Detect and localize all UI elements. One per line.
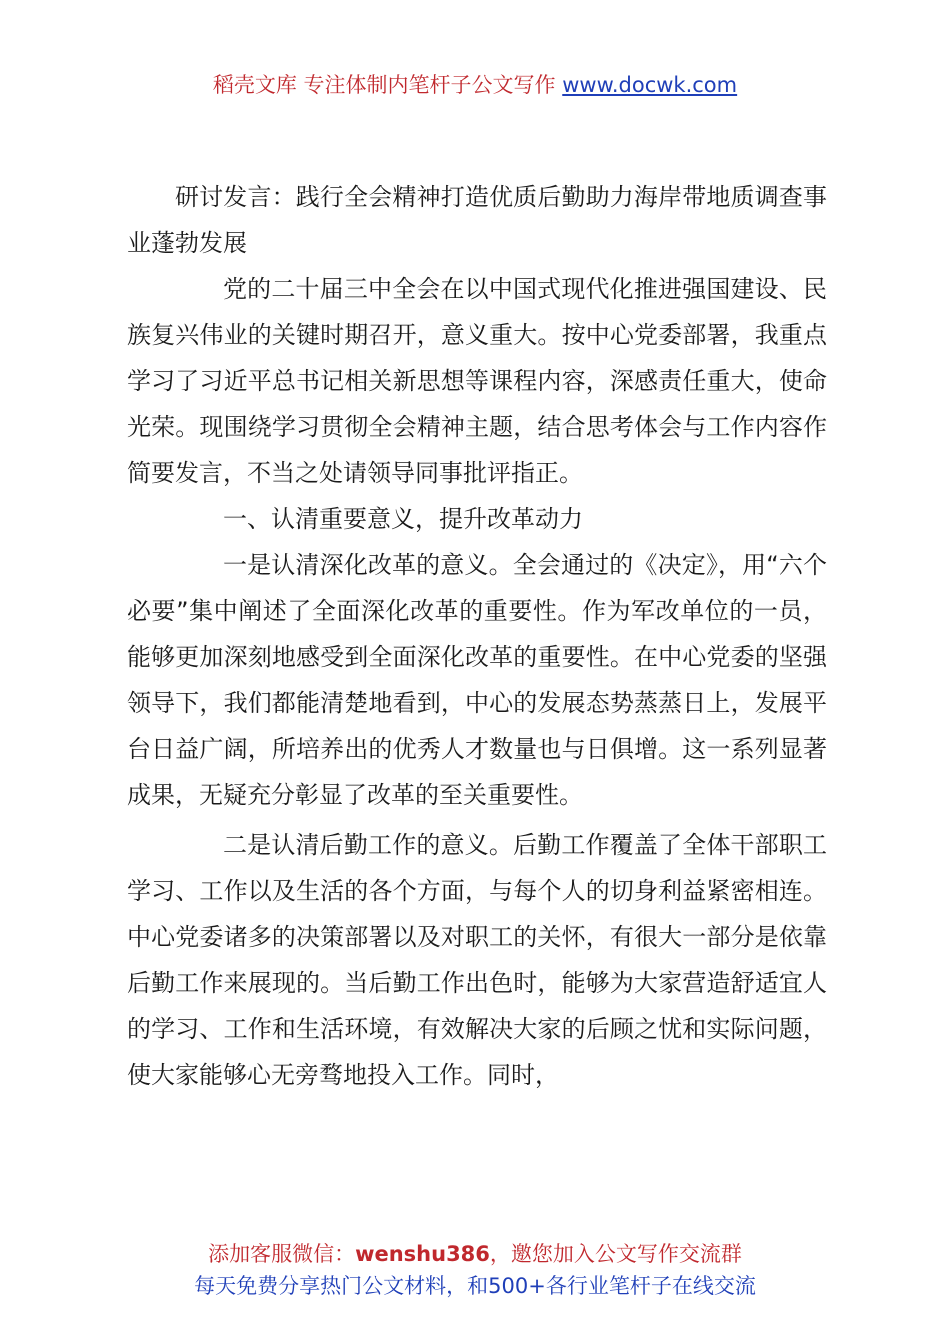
header-url-link[interactable]: www.docwk.com	[562, 73, 738, 97]
footer-wechat-suffix: ，邀您加入公文写作交流群	[489, 1242, 742, 1266]
footer-wechat-prefix: 添加客服微信：	[208, 1242, 356, 1266]
footer-share-line: 每天免费分享热门公文材料，和500+各行业笔杆子在线交流	[194, 1274, 756, 1298]
footer-wechat-line	[0, 1238, 950, 1270]
section-heading-1: 一、认清重要意义，提升改革动力	[223, 505, 583, 533]
paragraph-intro: 党的二十届三中全会在以中国式现代化推进强国建设、民族复兴伟业的关键时期召开，意义重大。按中心党委部署，我重点学习了习近平总书记相关新思想等课程内容，深感责任重大，使命光荣。现围绕学习贯彻全会精神主题，结合思考体会与工作内容作简要发言，不当之处请领导同事批评指正。	[127, 275, 827, 487]
header-brand: 稻壳文库 专注体制内笔杆子公文写作	[212, 73, 556, 97]
paragraph-reform-meaning: 一是认清深化改革的意义。全会通过的《决定》，用“六个必要”集中阐述了全面深化改革的重要性。作为军改单位的一员，能够更加深刻地感受到全面深化改革的重要性。在中心党委的坚强领导下，我们都能清楚地看到，中心的发展态势蒸蒸日上，发展平台日益广阔，所培养出的优秀人才数量也与日俱增。这一系列显著成果，无疑充分彰显了改革的至关重要性。	[127, 551, 827, 809]
document-body	[127, 174, 827, 1098]
page-footer	[0, 1238, 950, 1302]
document-title: 研讨发言：践行全会精神打造优质后勤助力海岸带地质调查事业蓬勃发展	[127, 183, 827, 257]
footer-wechat-id: wenshu386	[355, 1242, 490, 1266]
paragraph-logistics-meaning: 二是认清后勤工作的意义。后勤工作覆盖了全体干部职工学习、工作以及生活的各个方面，与每个人的切身利益紧密相连。中心党委诸多的决策部署以及对职工的关怀，有很大一部分是依靠后勤工作来展现的。当后勤工作出色时，能够为大家营造舒适宜人的学习、工作和生活环境，有效解决大家的后顾之忧和实际问题，使大家能够心无旁骛地投入工作。同时，	[127, 831, 827, 1089]
page-header	[0, 70, 950, 100]
